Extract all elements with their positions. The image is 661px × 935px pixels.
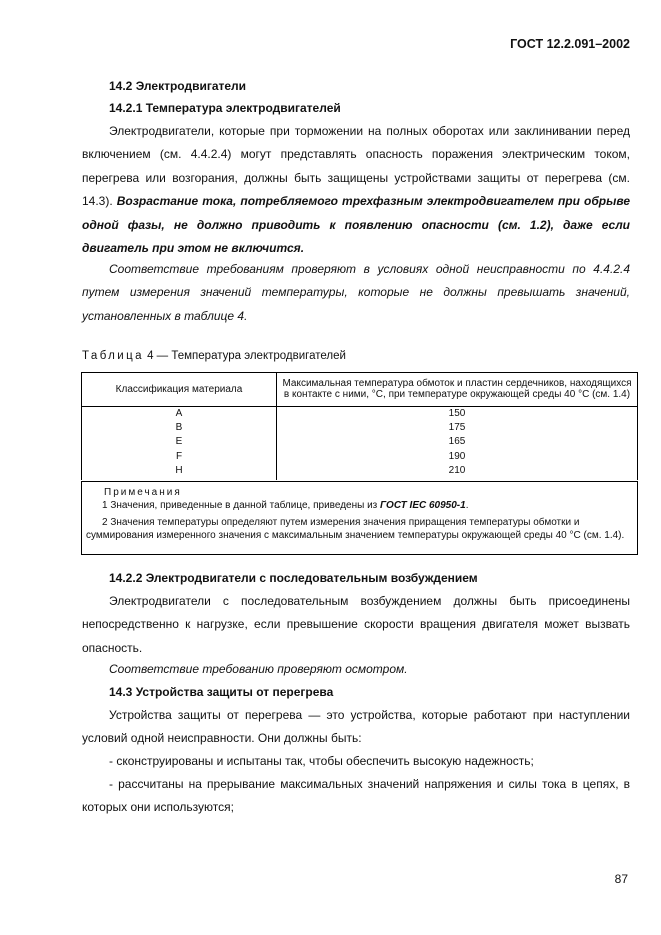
table-header-material: Классификация материала <box>82 373 277 407</box>
paragraph-inspection <box>82 658 630 681</box>
table-cell-temperature: 150 <box>448 408 466 419</box>
paragraph-motor-protection <box>82 120 630 260</box>
table-notes <box>81 481 638 555</box>
series-motors-text: Электродвигатели с последовательным возбуждением должны быть присоединены непосредственно к нагрузке, если превышение скорости вращения двигателя может вызвать опасность. <box>82 594 630 655</box>
table-cell-temperature: 210 <box>448 464 466 476</box>
list-item-ratings <box>82 773 630 820</box>
paragraph-normal-text: Электродвигатели, которые при торможении на полных оборотах или заклинивании перед включением (см. 4.4.2.4) могут представлять опасность поражения электрическим током, перегрева или возгорания, должны быть защищены устройствами защиты от перегрева (см. 14.3). <box>82 124 630 209</box>
paragraph-bold-italic-text: Возрастание тока, потребляемого трехфазным электродвигателем при обрыве одной фазы, не должно приводить к появлению опасности (см. 1.2), даже если двигатель при этом не включится. <box>82 194 630 256</box>
section-14-3-title: 14.3 Устройства защиты от перегрева <box>109 685 334 699</box>
section-14-2-1-title: 14.2.1 Температура электродвигателей <box>109 101 341 115</box>
document-header: ГОСТ 12.2.091–2002 <box>510 37 630 51</box>
table-caption <box>82 350 346 362</box>
table-cell-material: B <box>175 422 183 434</box>
table-cell-material: H <box>175 464 183 476</box>
page-number: 87 <box>614 872 628 886</box>
table-cell-temperature: 190 <box>448 450 466 462</box>
table-temperature-column <box>277 407 638 481</box>
inspection-text: Соответствие требованию проверяют осмотром. <box>109 662 408 676</box>
paragraph-protection-devices <box>82 704 630 751</box>
table-header-temperature: Максимальная температура обмоток и пластин сердечников, находящихся в контакте с ними, °С, при температуре окружающей среды 40 °С (см. 1.4) <box>277 373 638 407</box>
section-14-2-2-title: 14.2.2 Электродвигатели с последовательным возбуждением <box>109 571 478 585</box>
compliance-text: Соответствие требованиям проверяют в условиях одной неисправности по 4.4.2.4 путем измерения значений температуры, которые не должны превышать значений, установленных в таблице 4. <box>82 262 630 323</box>
note-1 <box>86 499 634 512</box>
section-14-2-title: 14.2 Электродвигатели <box>109 79 247 93</box>
note-1-reference: ГОСТ IEC 60950-1 <box>380 500 466 511</box>
table-cell-material: F <box>175 450 183 462</box>
note-2: 2 Значения температуры определяют путем измерения значения приращения температуры обмотки и суммирования измеренного значения с максимальным значением температуры окружающей среды 40 °С (см. 1.4). <box>86 517 625 541</box>
table-caption-word: Таблица <box>82 350 144 362</box>
paragraph-series-motors <box>82 590 630 660</box>
protection-devices-text: Устройства защиты от перегрева — это устройства, которые работают при наступлении условий одной неисправности. Они должны быть: <box>82 708 630 746</box>
table-cell-material: E <box>175 436 183 448</box>
note-1-end: . <box>465 500 469 511</box>
table-material-column <box>82 407 277 481</box>
table-cell-temperature: 165 <box>448 436 466 448</box>
table-cell-temperature: 175 <box>448 422 466 434</box>
table-caption-rest: 4 — Температура электродвигателей <box>143 350 346 362</box>
notes-title: Примечания <box>104 487 182 498</box>
list-item-reliability: - сконструированы и испытаны так, чтобы обеспечить высокую надежность; <box>109 754 534 768</box>
temperature-table <box>81 372 638 480</box>
paragraph-compliance-check <box>82 258 630 328</box>
ratings-text: - рассчитаны на прерывание максимальных значений напряжения и силы тока в цепях, в которых они используются; <box>82 777 630 815</box>
note-1-text: 1 Значения, приведенные в данной таблице, приведены из <box>102 500 381 511</box>
table-cell-material: A <box>175 408 183 419</box>
